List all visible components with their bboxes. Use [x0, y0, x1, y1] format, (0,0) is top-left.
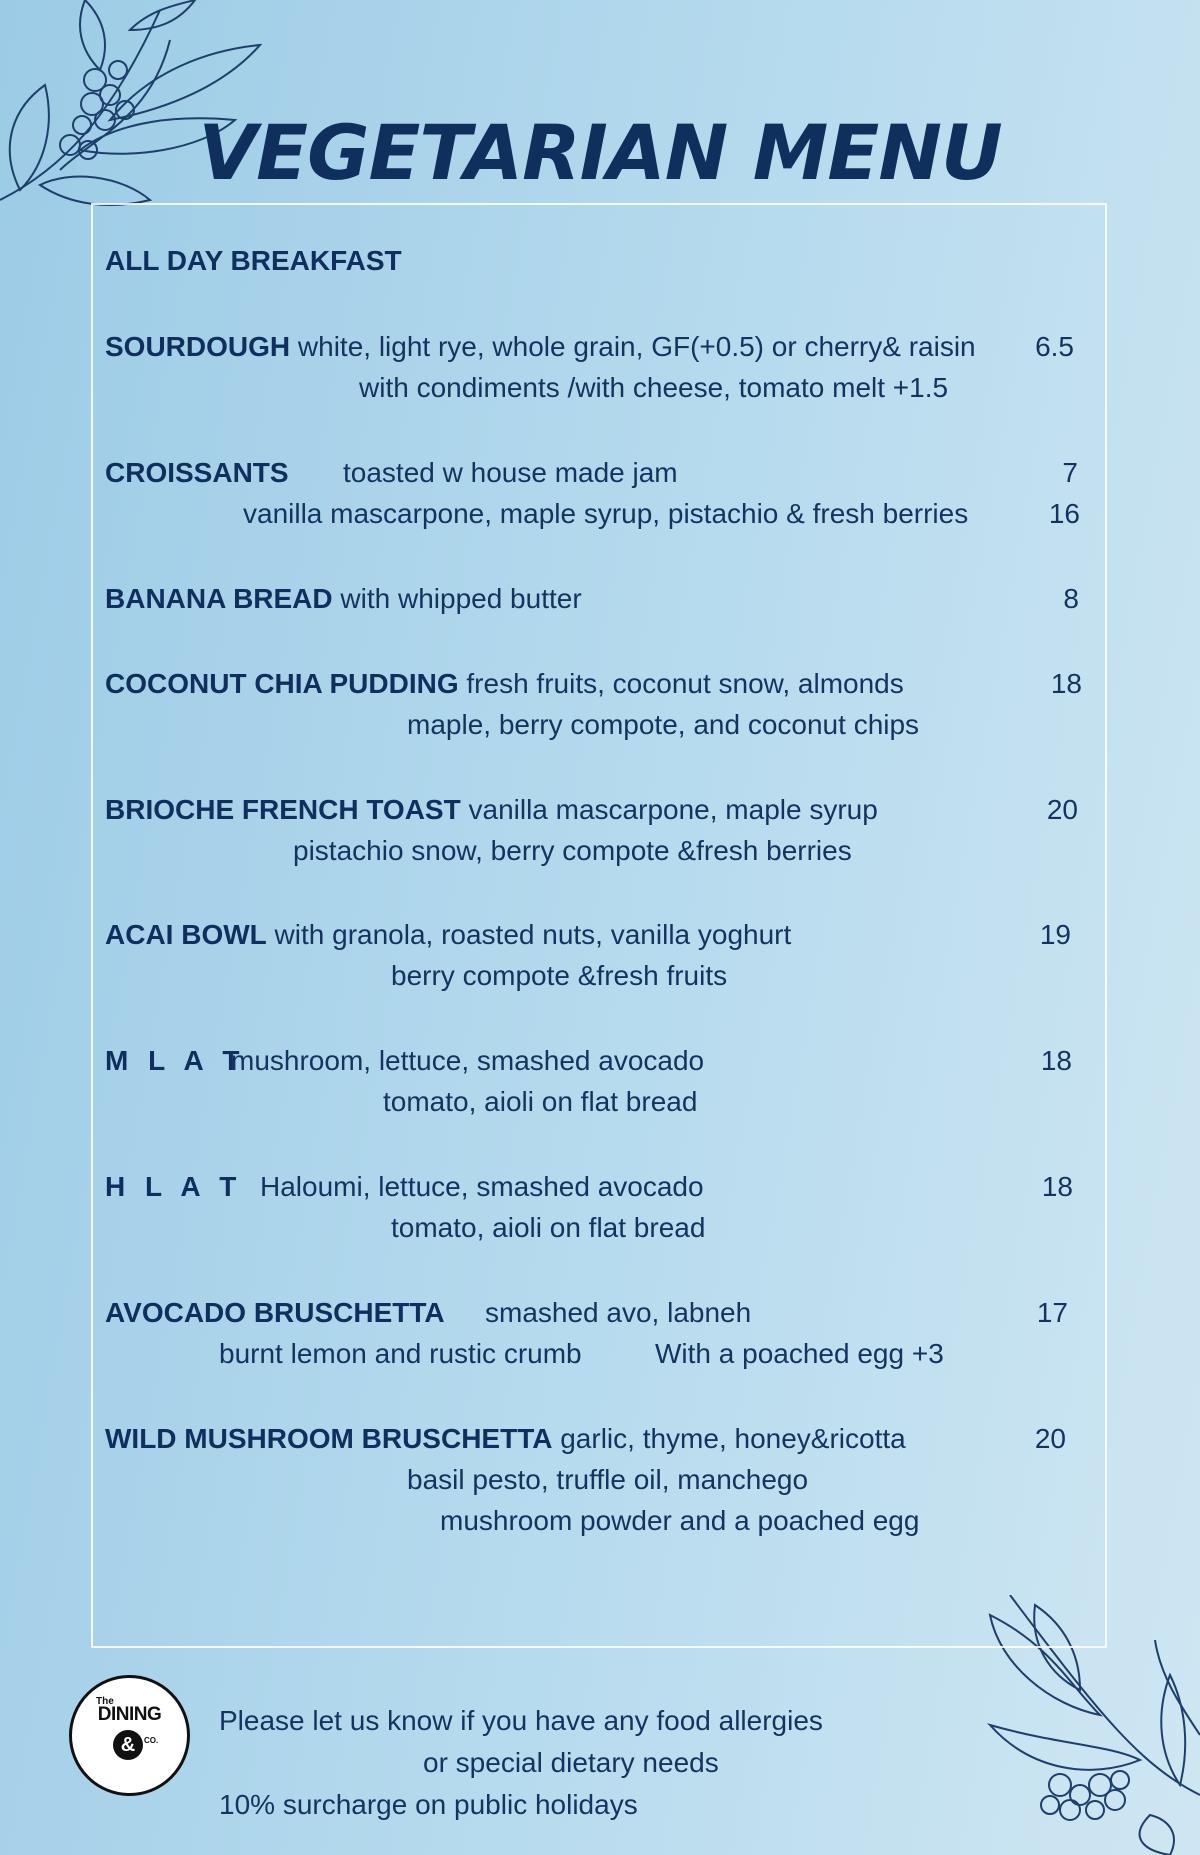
item-description: fresh fruits, coconut snow, almonds [466, 668, 904, 699]
item-description: Haloumi, lettuce, smashed avocado [260, 1171, 704, 1202]
logo-ampersand-icon: & [113, 1730, 143, 1760]
item-description: white, light rye, whole grain, GF(+0.5) or cherry& raisin [297, 331, 976, 362]
item-price: 6.5 [1035, 331, 1074, 362]
item-price: 8 [1063, 583, 1079, 614]
item-description: with granola, roasted nuts, vanilla yoghurt [274, 919, 792, 950]
menu-item-brioche-french-toast [105, 793, 878, 827]
restaurant-logo [69, 1675, 190, 1796]
item-price: 20 [1046, 794, 1078, 825]
item-price: 19 [1039, 919, 1071, 950]
item-name: H L A T [105, 1171, 243, 1202]
menu-item-acai-bowl [105, 918, 791, 952]
item-description: with whipped butter [340, 583, 582, 614]
item-name: CROISSANTS [105, 457, 289, 488]
logo-the-text: The [96, 1696, 114, 1707]
item-description: vanilla mascarpone, maple syrup, pistachio & fresh berries [243, 498, 969, 529]
menu-item-banana-bread [105, 582, 582, 616]
item-price: 16 [1048, 498, 1080, 529]
item-description: pistachio snow, berry compote &fresh berries [293, 835, 852, 866]
item-description: berry compote &fresh fruits [391, 960, 728, 991]
menu-item-coconut-chia-pudding [105, 667, 904, 701]
item-price: 18 [1050, 668, 1082, 699]
item-name: BANANA BREAD [105, 583, 333, 614]
item-description: mushroom, lettuce, smashed avocado [231, 1045, 705, 1076]
item-price: 20 [1034, 1423, 1066, 1454]
menu-title: VEGETARIAN MENU [198, 108, 1002, 197]
footer-surcharge-note: 10% surcharge on public holidays [219, 1789, 638, 1820]
item-description: mushroom powder and a poached egg [440, 1505, 920, 1536]
item-price: 18 [1040, 1045, 1072, 1076]
item-description: burnt lemon and rustic crumb [219, 1338, 582, 1369]
item-name: COCONUT CHIA PUDDING [105, 668, 459, 699]
footer-dietary-note: or special dietary needs [423, 1747, 719, 1778]
item-description: maple, berry compote, and coconut chips [407, 709, 920, 740]
item-name: AVOCADO BRUSCHETTA [105, 1297, 445, 1328]
item-description: smashed avo, labneh [485, 1297, 752, 1328]
item-name: M L A T [105, 1045, 246, 1076]
item-price: 17 [1036, 1297, 1068, 1328]
item-name: ACAI BOWL [105, 919, 267, 950]
item-description: basil pesto, truffle oil, manchego [407, 1464, 809, 1495]
footer-allergy-note: Please let us know if you have any food allergies [219, 1705, 823, 1736]
logo-co-text: CO. [144, 1736, 159, 1745]
item-description: toasted w house made jam [343, 457, 678, 488]
item-name: WILD MUSHROOM BRUSCHETTA [105, 1423, 553, 1454]
item-description: tomato, aioli on flat bread [383, 1086, 698, 1117]
item-price: 18 [1041, 1171, 1073, 1202]
item-name: SOURDOUGH [105, 331, 291, 362]
item-price: 7 [1062, 457, 1078, 488]
item-description: With a poached egg +3 [655, 1338, 944, 1369]
section-heading: ALL DAY BREAKFAST [105, 245, 402, 276]
item-description: with condiments /with cheese, tomato melt +1.5 [359, 372, 949, 403]
logo-name-text: DINING [97, 1704, 162, 1725]
item-description: tomato, aioli on flat bread [391, 1212, 706, 1243]
item-description: vanilla mascarpone, maple syrup [468, 794, 878, 825]
item-description: garlic, thyme, honey&ricotta [560, 1423, 906, 1454]
menu-item-sourdough [105, 330, 976, 364]
menu-item-wild-mushroom-bruschetta [105, 1422, 906, 1456]
item-name: BRIOCHE FRENCH TOAST [105, 794, 461, 825]
